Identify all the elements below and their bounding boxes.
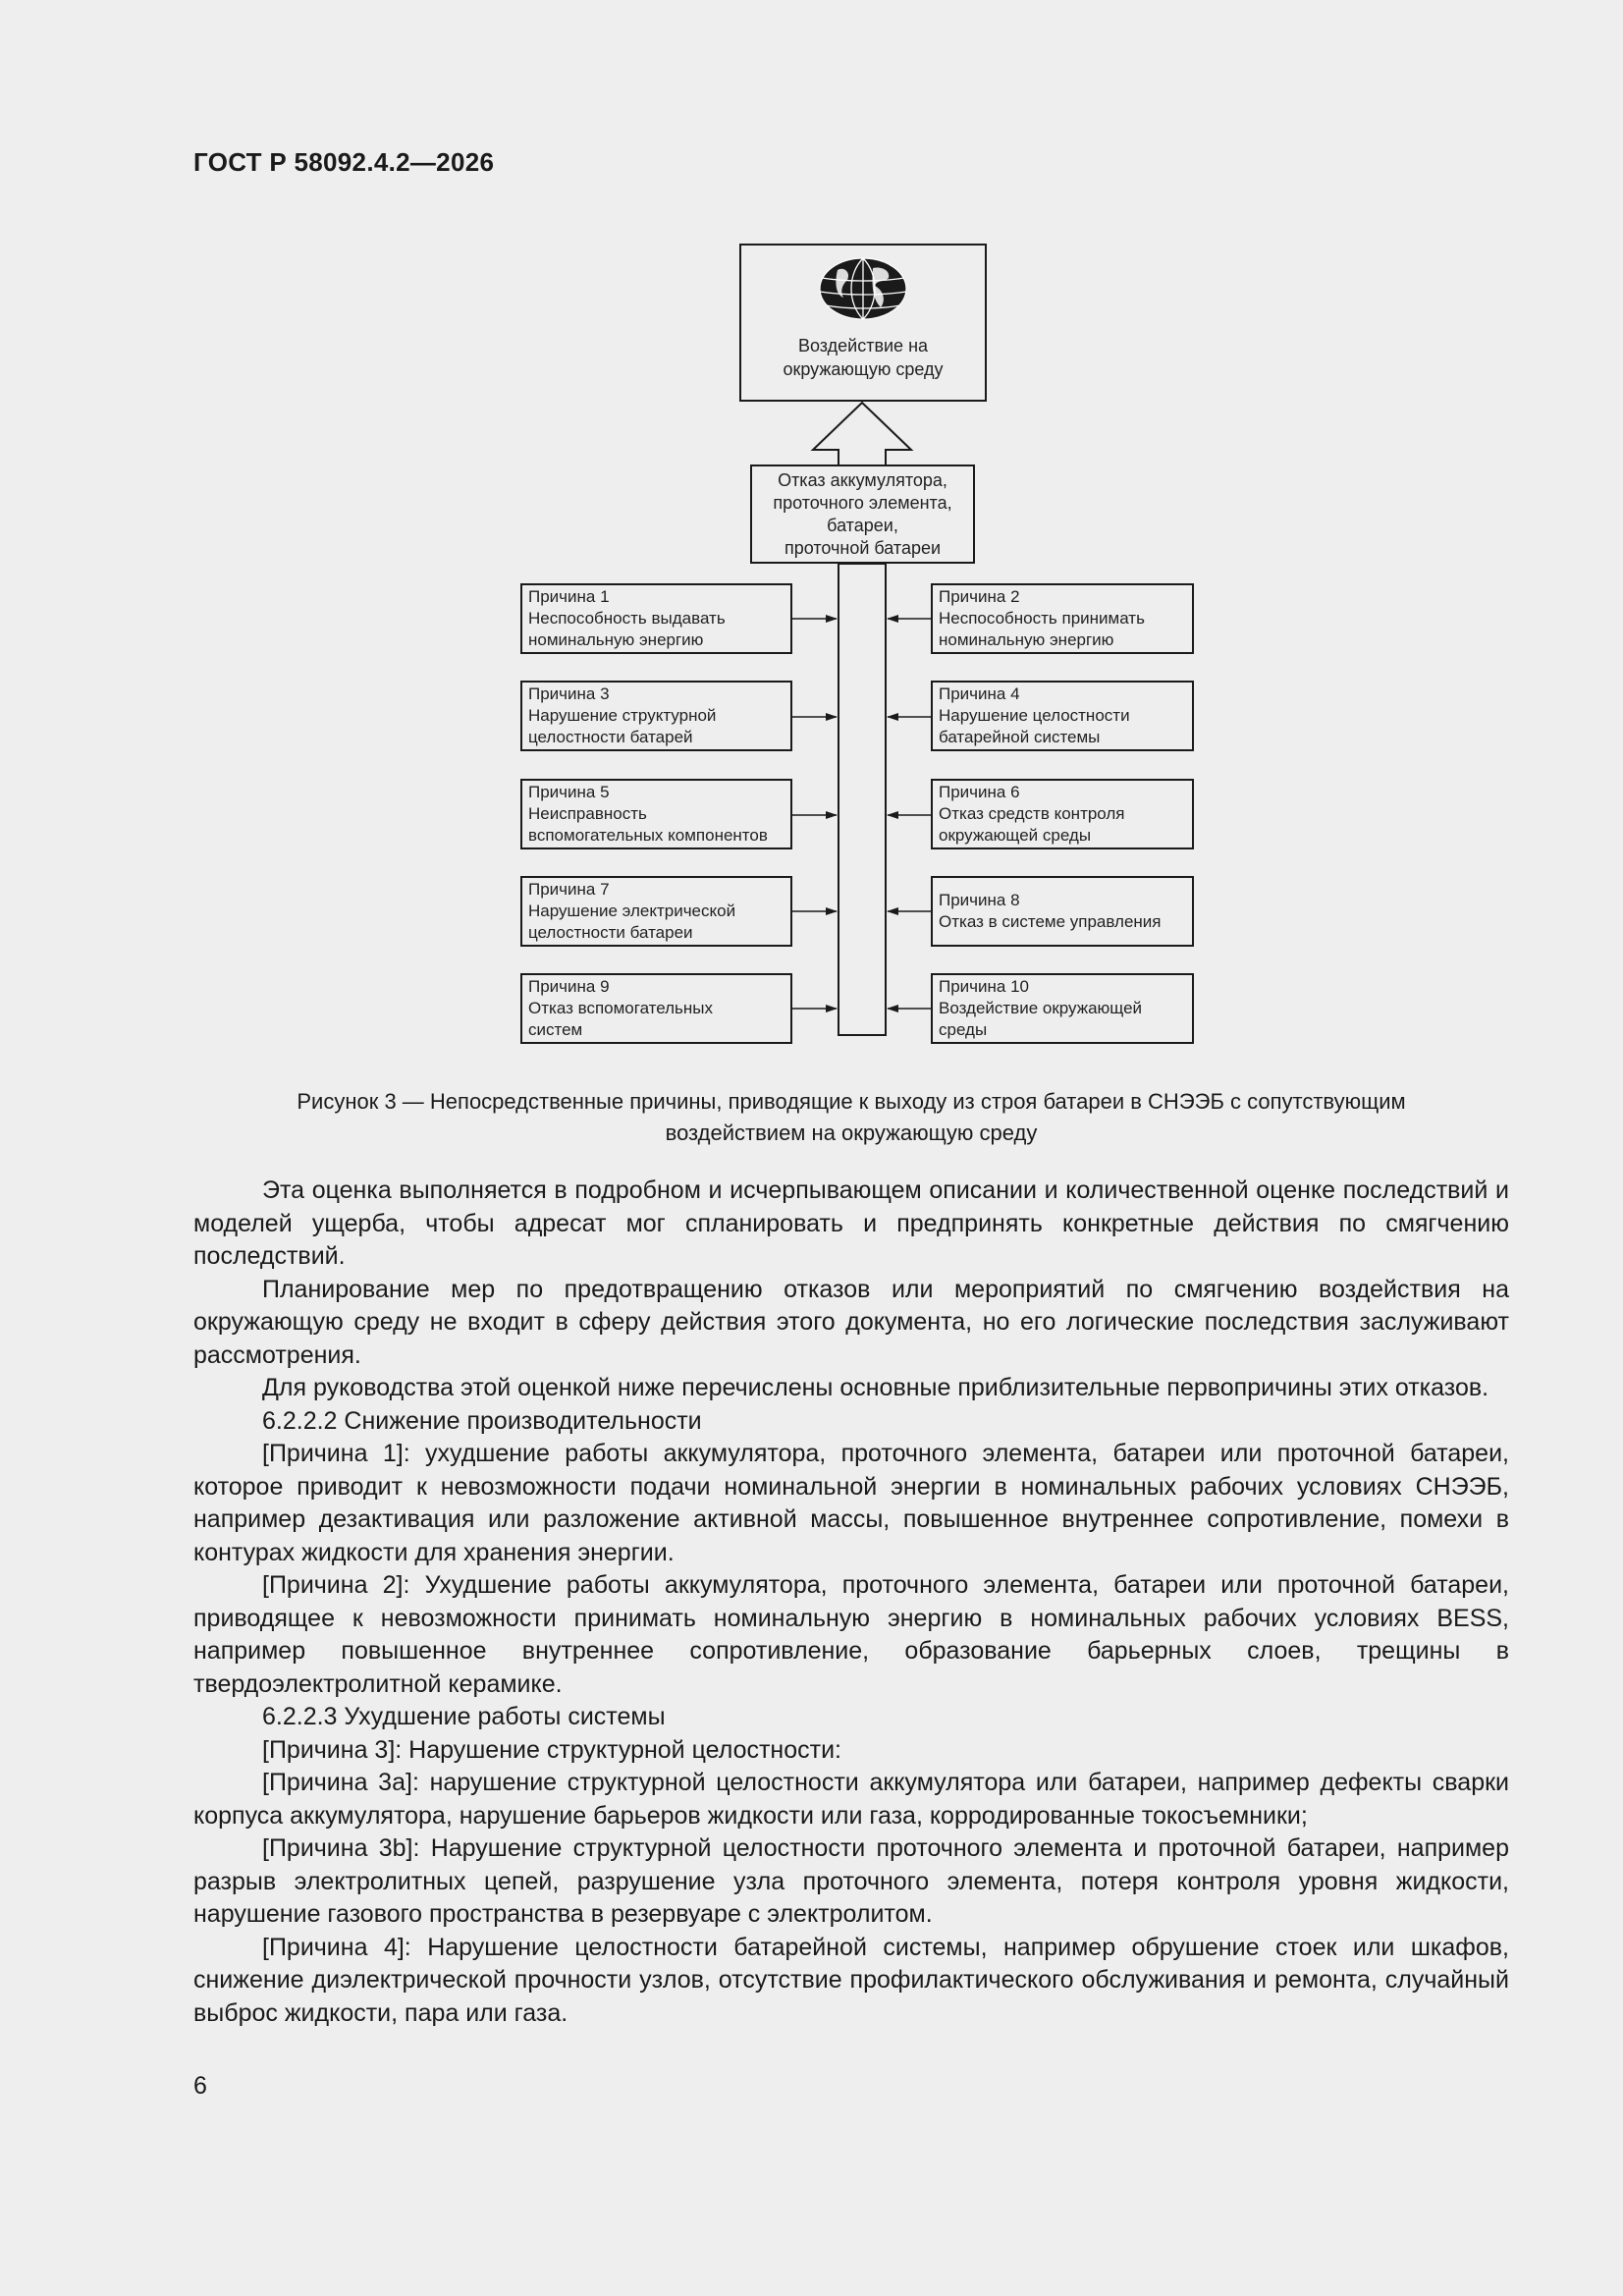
failure-line-2: проточного элемента, xyxy=(773,492,952,513)
impact-arrow xyxy=(813,403,911,465)
cause-title: Причина 6 xyxy=(939,783,1020,801)
cause-title: Причина 7 xyxy=(528,880,610,899)
figure-caption xyxy=(193,1086,1509,1149)
paragraph: Для руководства этой оценкой ниже перечислены основные приблизительные первопричины этих отказов. xyxy=(262,1374,1489,1401)
impact-line-2: окружающую среду xyxy=(783,359,944,379)
left-arrows xyxy=(792,619,837,1009)
cause-text: Отказ средств контроля xyxy=(939,804,1125,823)
cause-text: номинальную энергию xyxy=(939,630,1114,649)
cause-4-box xyxy=(931,681,1194,751)
cause-1-box xyxy=(520,583,792,654)
cause-5-box xyxy=(520,779,792,849)
section-heading: 6.2.2.3 Ухудшение работы системы xyxy=(262,1703,666,1730)
paragraph: [Причина 4]: Нарушение целостности батарейной системы, например обрушение стоек или шкафов, снижение диэлектрической прочности узлов, отсутствие профилактического обслуживания и ремонта, случайный выброс жидкости, пара или газа. xyxy=(193,1933,1509,2027)
cause-6-box xyxy=(931,779,1194,849)
cause-9-box xyxy=(520,973,792,1044)
paragraph: [Причина 3b]: Нарушение структурной целостности проточного элемента и проточной батареи, например разрыв электролитных цепей, разрушение узла проточного элемента, потеря контроля уровня жидкости, нарушение газового пространства в резервуаре с электролитом. xyxy=(193,1834,1509,1928)
paragraph: [Причина 1]: ухудшение работы аккумулятора, проточного элемента, батареи или проточной батареи, которое приводит к невозможности подачи номинальной энергии в номинальных рабочих условиях СНЭЭБ, например дезактивация или разложение активной массы, повышенное внутреннее сопротивление, помехи в контурах жидкости для хранения энергии. xyxy=(193,1440,1509,1566)
failure-line-1: Отказ аккумулятора, xyxy=(778,469,947,490)
cause-text: Нарушение структурной xyxy=(528,706,717,725)
cause-2-box xyxy=(931,583,1194,654)
cause-text: батарейной системы xyxy=(939,728,1101,746)
paragraph: Эта оценка выполняется в подробном и исчерпывающем описании и количественной оценке последствий и моделей ущерба, чтобы адресат мог спланировать и предпринять конкретные действия по смягчению последствий. xyxy=(193,1176,1509,1270)
cause-text: Неисправность xyxy=(528,804,647,823)
globe-icon xyxy=(818,256,908,321)
cause-text: Неспособность выдавать xyxy=(528,609,726,628)
impact-line-1: Воздействие на xyxy=(797,336,929,355)
paragraph: [Причина 3a]: нарушение структурной целостности аккумулятора или батареи, например дефекты сварки корпуса аккумулятора, нарушение барьеров жидкости или газа, корродированные токосъемники; xyxy=(193,1769,1509,1830)
cause-7-box xyxy=(520,876,792,947)
cause-8-box xyxy=(931,876,1194,947)
paragraph: [Причина 2]: Ухудшение работы аккумулятора, проточного элемента, батареи или проточной батареи, приводящее к невозможности принимать номинальную энергию в номинальных рабочих условиях BESS, например повышенное внутреннее сопротивление, образование барьерных слоев, трещины в твердоэлектролитной керамике. xyxy=(193,1571,1509,1698)
cause-text: Отказ в системе управления xyxy=(939,912,1162,931)
page-number: 6 xyxy=(193,2072,207,2100)
right-arrows xyxy=(888,619,931,1009)
failure-line-4: проточной батареи xyxy=(784,537,942,558)
section-heading: 6.2.2.2 Снижение производительности xyxy=(262,1406,702,1435)
cause-text: среды xyxy=(939,1020,988,1039)
cause-title: Причина 2 xyxy=(939,587,1020,606)
collector-bar xyxy=(839,564,886,1035)
cause-text: Неспособность принимать xyxy=(939,609,1145,628)
cause-title: Причина 9 xyxy=(528,977,610,996)
cause-title: Причина 5 xyxy=(528,783,610,801)
cause-title: Причина 10 xyxy=(939,977,1029,996)
caption-line-2: воздействием на окружающую среду xyxy=(665,1121,1038,1145)
failure-line-3: батареи, xyxy=(827,515,898,535)
cause-text: Нарушение электрической xyxy=(528,902,736,920)
paragraph: Планирование мер по предотвращению отказов или мероприятий по смягчению воздействия на окружающую среду не входит в сферу действия этого документа, но его логические последствия заслуживают рассмотрения. xyxy=(193,1275,1509,1369)
cause-text: номинальную энергию xyxy=(528,630,704,649)
cause-text: вспомогательных компонентов xyxy=(528,826,768,845)
page-header: ГОСТ Р 58092.4.2—2026 xyxy=(193,147,495,177)
battery-failure-box xyxy=(750,465,975,564)
cause-text: Отказ вспомогательных xyxy=(528,999,714,1017)
cause-title: Причина 4 xyxy=(939,684,1020,703)
cause-text: целостности батареи xyxy=(528,923,693,942)
cause-text: Воздействие окружающей xyxy=(939,999,1143,1017)
caption-line-1: Рисунок 3 — Непосредственные причины, приводящие к выходу из строя батареи в СНЭЭБ с сопутствующим xyxy=(297,1089,1406,1114)
cause-10-box xyxy=(931,973,1194,1044)
cause-title: Причина 1 xyxy=(528,587,610,606)
cause-title: Причина 3 xyxy=(528,684,610,703)
paragraph: [Причина 3]: Нарушение структурной целостности: xyxy=(262,1735,842,1764)
cause-3-box xyxy=(520,681,792,751)
cause-diagram xyxy=(0,0,1623,1061)
body-text xyxy=(193,1175,1509,2030)
cause-text: целостности батарей xyxy=(528,728,693,746)
cause-text: окружающей среды xyxy=(939,826,1092,845)
cause-title: Причина 8 xyxy=(939,891,1020,909)
cause-text: Нарушение целостности xyxy=(939,706,1130,725)
cause-text: систем xyxy=(528,1020,583,1039)
